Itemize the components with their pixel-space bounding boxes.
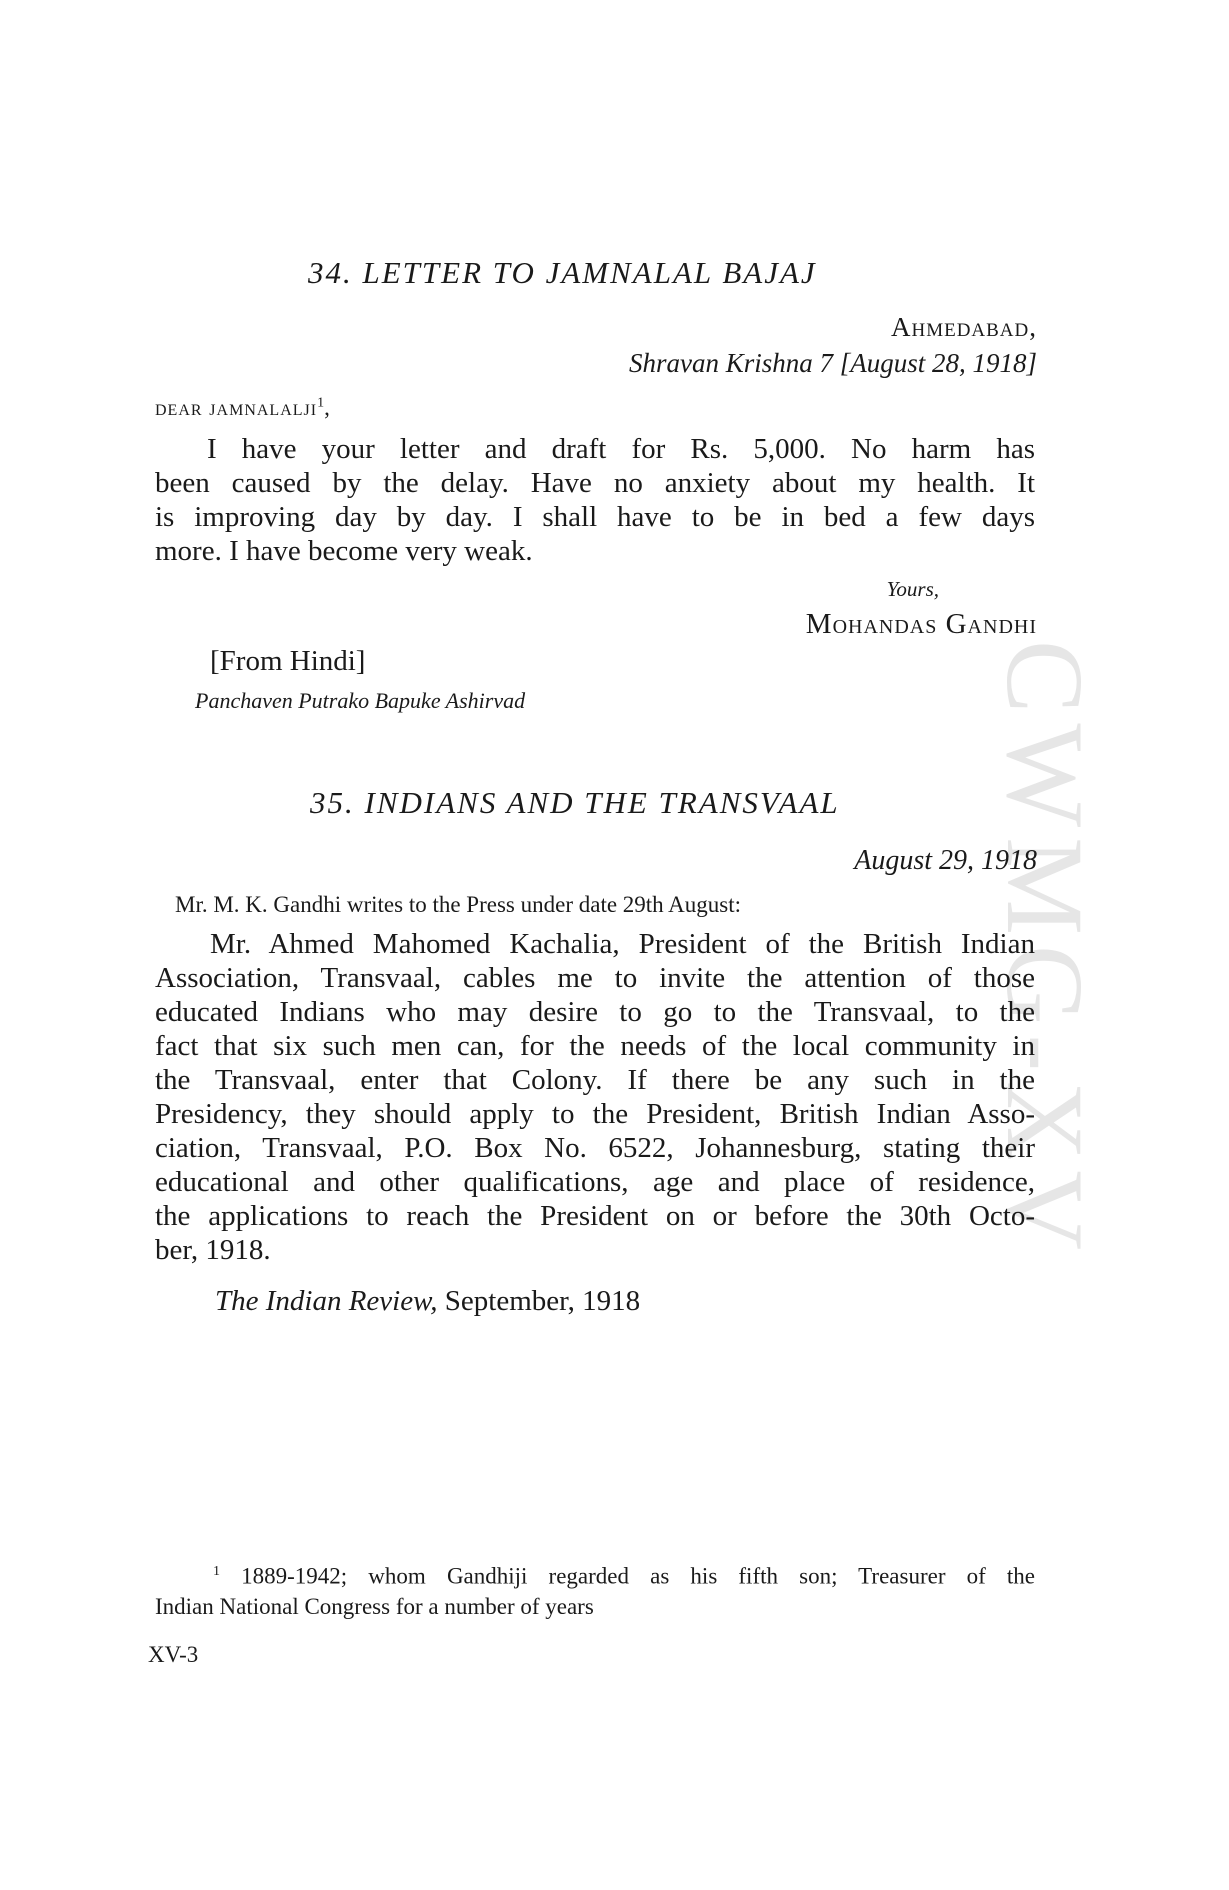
page-label: XV-3	[148, 1642, 199, 1667]
body-line: the applications to reach the President on or before the 30th Octo-	[155, 1200, 1035, 1232]
watermark: CWMG-XV	[984, 640, 1106, 1260]
footnote-line: Indian National Congress for a number of years	[155, 1593, 594, 1619]
body-line: Presidency, they should apply to the President, British Indian Asso-	[155, 1098, 1035, 1130]
body-line: the Transvaal, enter that Colony. If there be any such in the	[155, 1064, 1035, 1096]
letter-body	[155, 432, 1035, 568]
source-date: September, 1918	[437, 1285, 641, 1317]
letter-place: Ahmedabad,	[890, 312, 1037, 342]
body-line: ciation, Transvaal, P.O. Box No. 6522, Johannesburg, stating their	[155, 1132, 1035, 1164]
article-heading: 34. LETTER TO JAMNALAL BAJAJ	[308, 255, 817, 290]
signature: Mohandas Gandhi	[805, 608, 1037, 640]
article-body	[155, 927, 1035, 1267]
body-line: been caused by the delay. Have no anxiety about my health. It	[155, 467, 1035, 499]
body-line: is improving day by day. I shall have to be in bed a few days	[155, 501, 1035, 533]
body-line: I have your letter and draft for Rs. 5,000. No harm has	[207, 433, 1035, 465]
article-intro: Mr. M. K. Gandhi writes to the Press under date 29th August:	[175, 892, 742, 917]
article-date: August 29, 1918	[854, 845, 1037, 876]
body-line: more. I have become very weak.	[155, 535, 533, 567]
source-title: The Indian Review,	[215, 1285, 438, 1317]
article-heading: 35. INDIANS AND THE TRANSVAAL	[310, 785, 840, 820]
footnote-line	[155, 1557, 1035, 1592]
footnote	[155, 1557, 1035, 1622]
salutation	[155, 395, 330, 421]
article-source	[215, 1285, 640, 1318]
footnote-ref: 1	[317, 395, 325, 411]
closing: Yours,	[886, 577, 939, 601]
salutation-text: dear jamnalalji	[155, 395, 318, 420]
footnote-text: 1889-1942; whom Gandhiji regarded as his fifth son; Treasurer of the	[220, 1563, 1035, 1589]
body-line: Mr. Ahmed Mahomed Kachalia, President of the British Indian	[210, 928, 1035, 960]
body-line: fact that six such men can, for the needs of the local community in	[155, 1030, 1035, 1062]
footnote-mark: 1	[213, 1564, 220, 1579]
body-line: educated Indians who may desire to go to the Transvaal, to the	[155, 996, 1035, 1028]
source-title: Panchaven Putrako Bapuke Ashirvad	[195, 688, 526, 713]
body-line: educational and other qualifications, age and place of residence,	[155, 1166, 1035, 1198]
source-note: [From Hindi]	[210, 645, 366, 677]
letter-date: Shravan Krishna 7 [August 28, 1918]	[628, 348, 1037, 378]
salutation-comma: ,	[324, 395, 330, 420]
body-line: Association, Transvaal, cables me to invite the attention of those	[155, 962, 1035, 994]
body-line: ber, 1918.	[155, 1234, 271, 1266]
